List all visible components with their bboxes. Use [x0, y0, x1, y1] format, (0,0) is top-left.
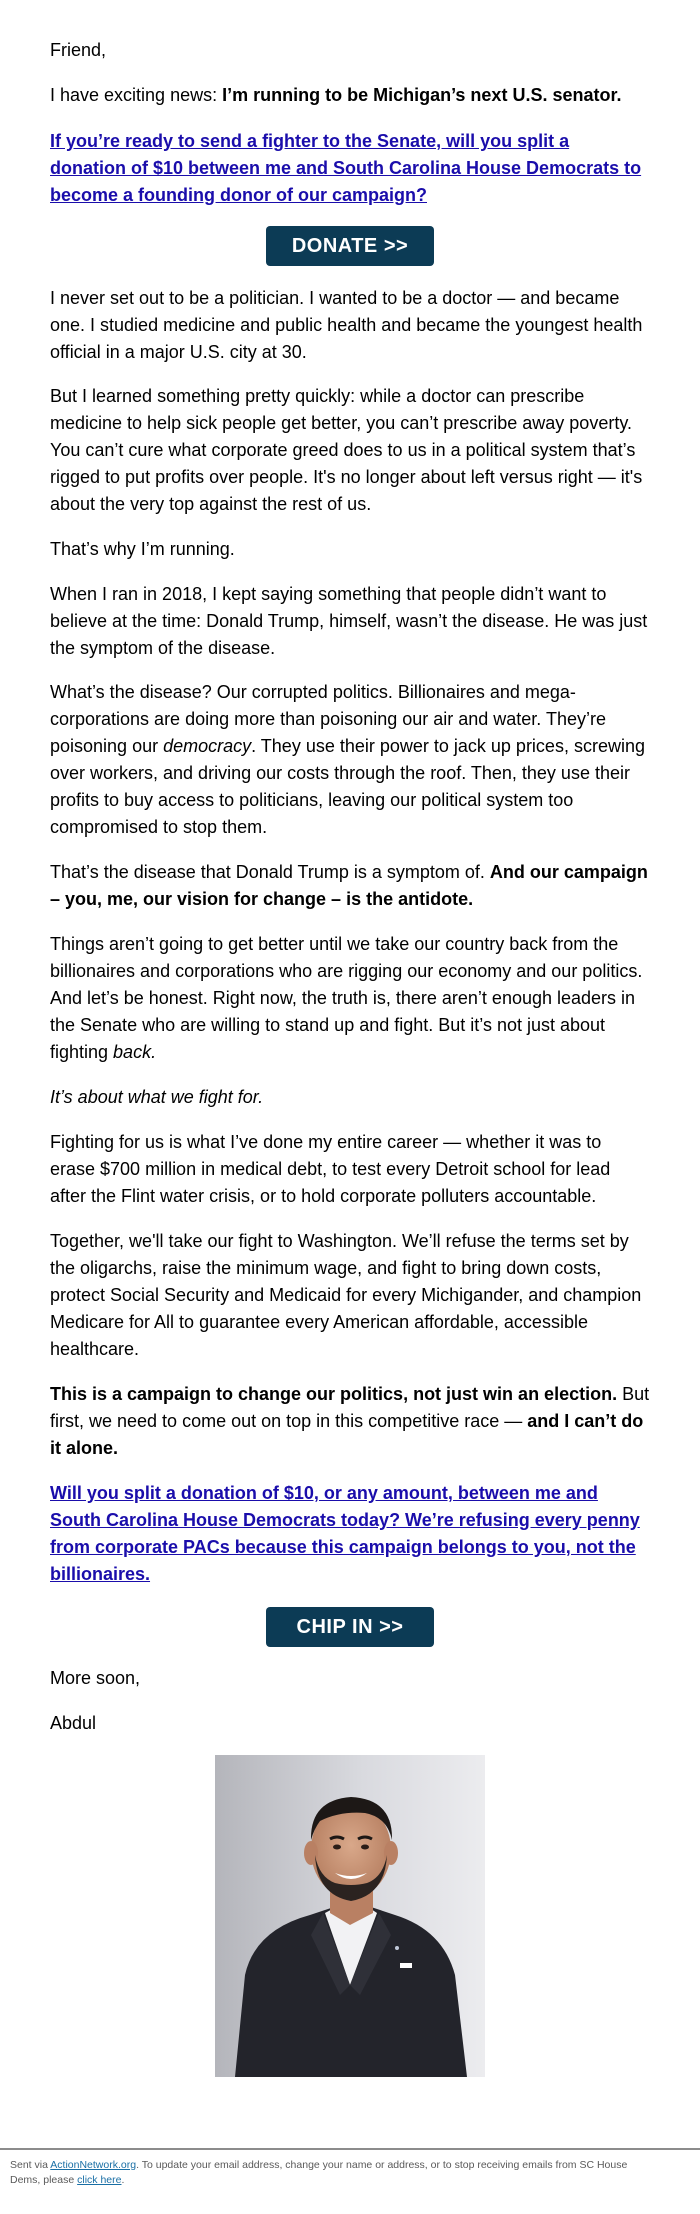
candidate-photo: [215, 1755, 485, 2077]
greeting: Friend,: [50, 40, 107, 60]
campaign-bold-2: and I can’t do it alone.: [50, 1411, 644, 1458]
paragraph-2018: When I ran in 2018, I kept saying something that people didn’t want to believe at the time: Donald Trump, himself, wasn’t the disease. He was just the symptom of the disease.: [50, 584, 648, 658]
paragraph-poverty: But I learned something pretty quickly: while a doctor can prescribe medicine to help sick people get better, you can’t prescribe away poverty. You can’t cure what corporate greed does to us in a political system that’s rigged to put profits over people. It's no longer about left versus right — it's about the very top against the rest of us.: [50, 386, 643, 514]
antidote-text: That’s the disease that Donald Trump is a symptom of.: [50, 862, 490, 882]
unsubscribe-link[interactable]: click here: [77, 2174, 122, 2186]
disease-text-after: . They use their power to jack up prices, screwing over workers, and driving our costs through the roof. Then, they use their profits to buy access to politicians, leaving our political system too compromised to stop them.: [50, 736, 645, 837]
paragraph-antidote: [50, 859, 650, 913]
footer-divider: [0, 2148, 700, 2150]
disease-text-before: What’s the disease? Our corrupted politics. Billionaires and mega-corporations are doing more than poisoning our air and water. They’re poisoning our: [50, 682, 606, 756]
intro-paragraph: [50, 82, 650, 109]
candidate-portrait-image: [215, 1755, 485, 2077]
footer-text: . To update your email address, change your name or address, or to stop receiving emails from SC House Dems, please: [10, 2159, 628, 2186]
better-text: Things aren’t going to get better until we take our country back from the billionaires and corporations who are rigging our economy and our politics. And let’s be honest. Right now, the truth is, there aren’t enough leaders in the Senate who are willing to stand up and fight. But it’s not just about fighting: [50, 934, 643, 1062]
cta-donate-paragraph: [50, 128, 650, 209]
signature: Abdul: [50, 1713, 97, 1733]
fight-for-italic: It’s about what we fight for.: [50, 1087, 264, 1107]
paragraph-better: [50, 931, 650, 1066]
paragraph-together: Together, we'll take our fight to Washington. We’ll refuse the terms set by the oligarchs, raise the minimum wage, and fight to bring down costs, protect Social Security and Medicaid for every Michigander, and champion Medicare for All to guarantee every American affordable, accessible healthcare.: [50, 1231, 642, 1359]
intro-bold: I’m running to be Michigan’s next U.S. senator.: [222, 85, 622, 105]
paragraph-campaign: [50, 1381, 650, 1462]
paragraph-career: Fighting for us is what I’ve done my entire career — whether it was to erase $700 million in medical debt, to test every Detroit school for lead after the Flint water crisis, or to hold corporate polluters accountable.: [50, 1132, 611, 1206]
paragraph-disease: [50, 679, 650, 841]
antidote-bold: And our campaign – you, me, our vision for change – is the antidote.: [50, 862, 648, 909]
cta-chip-paragraph: [50, 1480, 650, 1588]
footer-sent-via: Sent via: [10, 2159, 51, 2171]
paragraph-why-running: That’s why I’m running.: [50, 539, 235, 559]
donate-button[interactable]: DONATE >>: [266, 226, 434, 266]
action-network-link[interactable]: ActionNetwork.org: [50, 2159, 137, 2171]
chip-in-link[interactable]: Will you split a donation of $10, or any amount, between me and South Carolina House Democrats today? We’re refusing every penny from corporate PACs because this campaign belongs to you, not the billionaires.: [50, 1483, 640, 1584]
disease-italic: democracy: [163, 736, 252, 756]
donate-button-wrap: [50, 226, 650, 266]
paragraph-doctor: I never set out to be a politician. I wanted to be a doctor — and became one. I studied medicine and public health and became the youngest health official in a major U.S. city at 30.: [50, 288, 643, 362]
footer-end: .: [121, 2174, 125, 2186]
campaign-bold-1: This is a campaign to change our politics, not just win an election.: [50, 1384, 618, 1404]
better-italic: back.: [113, 1042, 157, 1062]
paragraph-fight-for: [50, 1084, 650, 1111]
campaign-text: But first, we need to come out on top in this competitive race —: [50, 1384, 650, 1431]
chip-in-button[interactable]: CHIP IN >>: [266, 1607, 434, 1647]
signoff: More soon,: [50, 1668, 141, 1688]
chip-in-button-wrap: [50, 1607, 650, 1647]
donate-link[interactable]: If you’re ready to send a fighter to the Senate, will you split a donation of $10 between me and South Carolina House Democrats to become a founding donor of our campaign?: [50, 131, 642, 205]
footer: [10, 2158, 660, 2188]
intro-text: I have exciting news:: [50, 85, 223, 105]
